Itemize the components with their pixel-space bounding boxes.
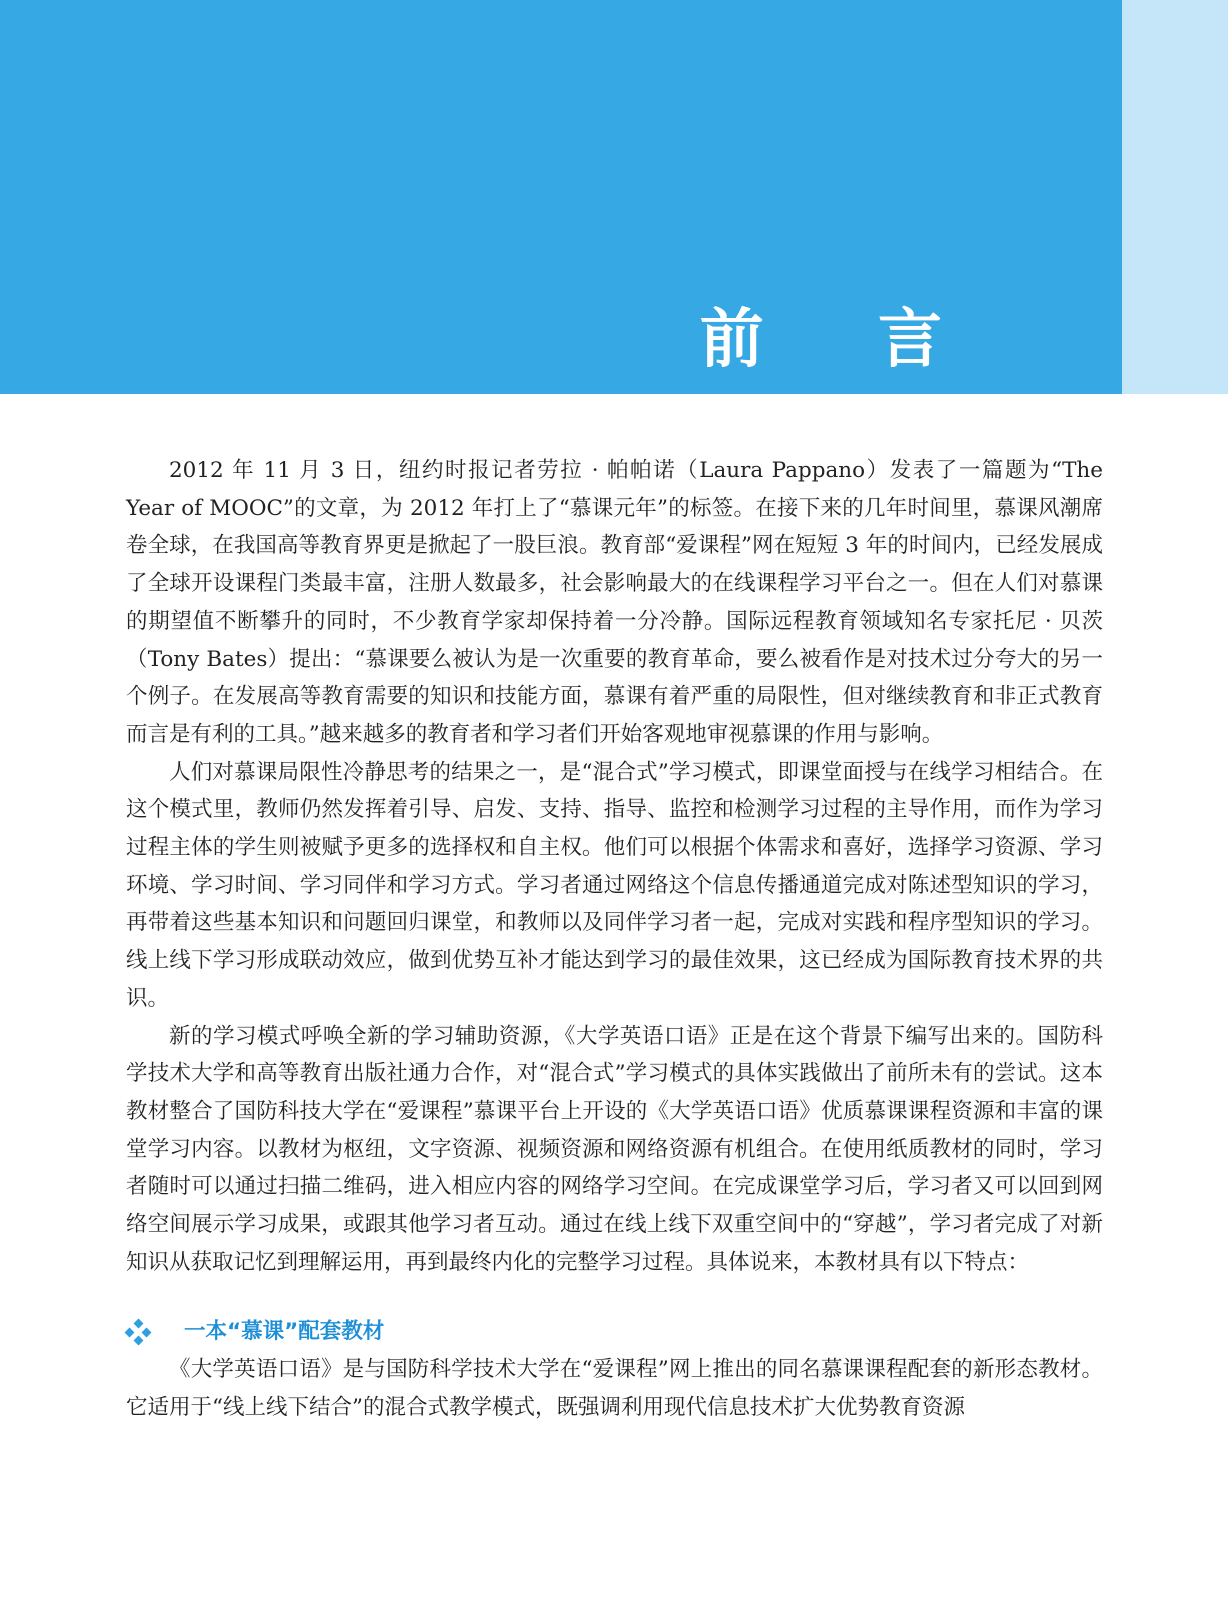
page-title: 前 言 — [699, 303, 988, 377]
body-text — [126, 452, 1103, 1427]
header-band — [0, 0, 1122, 394]
section-title: 一本“慕课”配套教材 — [184, 1319, 385, 1345]
section-heading — [126, 1313, 1103, 1351]
four-diamonds-icon — [126, 1320, 150, 1344]
paragraph-1: 2012 年 11 月 3 日，纽约时报记者劳拉 · 帕帕诺（Laura Pappano）发表了一篇题为“The Year of MOOC”的文章，为 2012 年打上了“慕课元年”的标签。在接下来的几年时间里，慕课风潮席卷全球，在我国高等教育界更是掀起了一股巨浪。教育部“爱课程”网在短短 3 年的时间内，已经发展成了全球开设课程门类最丰富，注册人数最多，社会影响最大的在线课程学习平台之一。但在人们对慕课的期望值不断攀升的同时，不少教育学家却保持着一分冷静。国际远程教育领域知名专家托尼 · 贝茨（Tony Bates）提出：“慕课要么被认为是一次重要的教育革命，要么被看作是对技术过分夸大的另一个例子。在发展高等教育需要的知识和技能方面，慕课有着严重的局限性，但对继续教育和非正式教育而言是有利的工具。”越来越多的教育者和学习者们开始客观地审视慕课的作用与影响。 — [126, 458, 1103, 747]
side-strip — [1122, 0, 1228, 394]
paragraph-3: 新的学习模式呼唤全新的学习辅助资源，《大学英语口语》正是在这个背景下编写出来的。国防科学技术大学和高等教育出版社通力合作，对“混合式”学习模式的具体实践做出了前所未有的尝试。这本教材整合了国防科技大学在“爱课程”慕课平台上开设的《大学英语口语》优质慕课课程资源和丰富的课堂学习内容。以教材为枢纽，文字资源、视频资源和网络资源有机组合。在使用纸质教材的同时，学习者随时可以通过扫描二维码，进入相应内容的网络学习空间。在完成课堂学习后，学习者又可以回到网络空间展示学习成果，或跟其他学习者互动。通过在线上线下双重空间中的“穿越”，学习者完成了对新知识从获取记忆到理解运用，再到最终内化的完整学习过程。具体说来，本教材具有以下特点： — [126, 1023, 1103, 1275]
paragraph-2: 人们对慕课局限性冷静思考的结果之一，是“混合式”学习模式，即课堂面授与在线学习相结合。在这个模式里，教师仍然发挥着引导、启发、支持、指导、监控和检测学习过程的主导作用，而作为学习过程主体的学生则被赋予更多的选择权和自主权。他们可以根据个体需求和喜好，选择学习资源、学习环境、学习时间、学习同伴和学习方式。学习者通过网络这个信息传播通道完成对陈述型知识的学习，再带着这些基本知识和问题回归课堂，和教师以及同伴学习者一起，完成对实践和程序型知识的学习。线上线下学习形成联动效应，做到优势互补才能达到学习的最佳效果，这已经成为国际教育技术界的共识。 — [126, 759, 1103, 1011]
section-paragraph: 《大学英语口语》是与国防科学技术大学在“爱课程”网上推出的同名慕课课程配套的新形态教材。它适用于“线上线下结合”的混合式教学模式，既强调利用现代信息技术扩大优势教育资源 — [126, 1357, 1103, 1421]
